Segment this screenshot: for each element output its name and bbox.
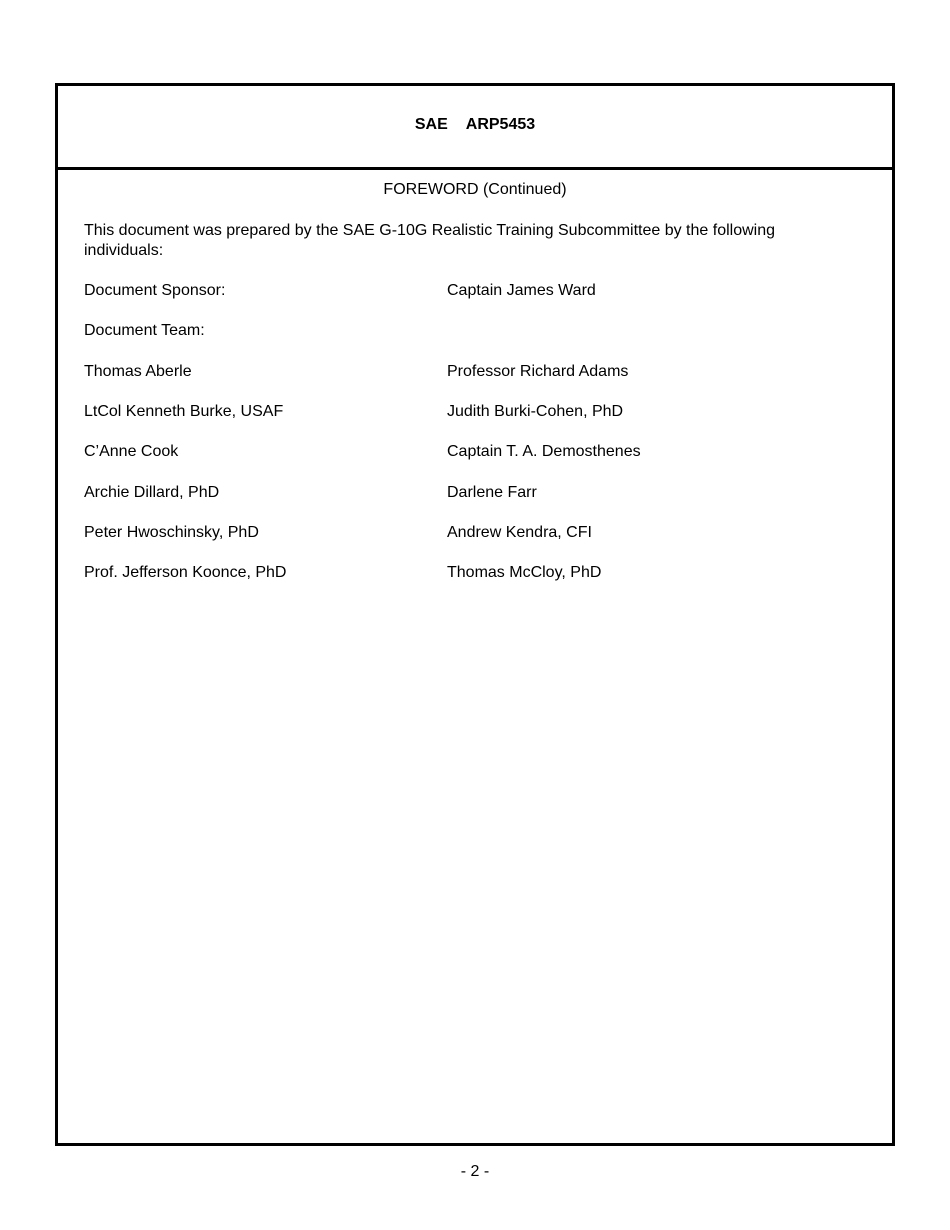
team-member: Thomas Aberle: [84, 363, 192, 380]
doc-number: ARP5453: [465, 116, 536, 133]
org-name: SAE: [414, 116, 448, 133]
team-label: Document Team:: [84, 322, 205, 339]
team-member: Peter Hwoschinsky, PhD: [84, 524, 259, 541]
team-member: Captain T. A. Demosthenes: [447, 443, 641, 460]
page-header: [58, 86, 892, 170]
section-title: FOREWORD (Continued): [383, 181, 567, 198]
document-id: [58, 116, 892, 134]
team-member: Darlene Farr: [447, 484, 537, 501]
team-row: [84, 403, 884, 423]
team-row: [84, 484, 884, 504]
team-member: Thomas McCloy, PhD: [447, 564, 602, 581]
team-member: Archie Dillard, PhD: [84, 484, 220, 501]
team-row: [84, 363, 884, 383]
sponsor-row: [84, 282, 884, 302]
team-label-row: [84, 322, 884, 342]
team-member: C’Anne Cook: [84, 443, 179, 460]
sponsor-name: Captain James Ward: [447, 282, 596, 299]
team-member: Andrew Kendra, CFI: [447, 524, 592, 541]
page-number: - 2 -: [460, 1163, 490, 1180]
intro-paragraph: This document was prepared by the SAE G-10G Realistic Training Subcommittee by the following individuals:: [84, 222, 775, 259]
team-member: LtCol Kenneth Burke, USAF: [84, 403, 284, 420]
team-row: [84, 564, 884, 584]
team-row: [84, 443, 884, 463]
page-frame: [55, 83, 895, 1146]
team-row: [84, 524, 884, 544]
team-member: Prof. Jefferson Koonce, PhD: [84, 564, 287, 581]
sponsor-label: Document Sponsor:: [84, 282, 226, 299]
team-member: Judith Burki-Cohen, PhD: [447, 403, 624, 420]
team-member: Professor Richard Adams: [447, 363, 629, 380]
